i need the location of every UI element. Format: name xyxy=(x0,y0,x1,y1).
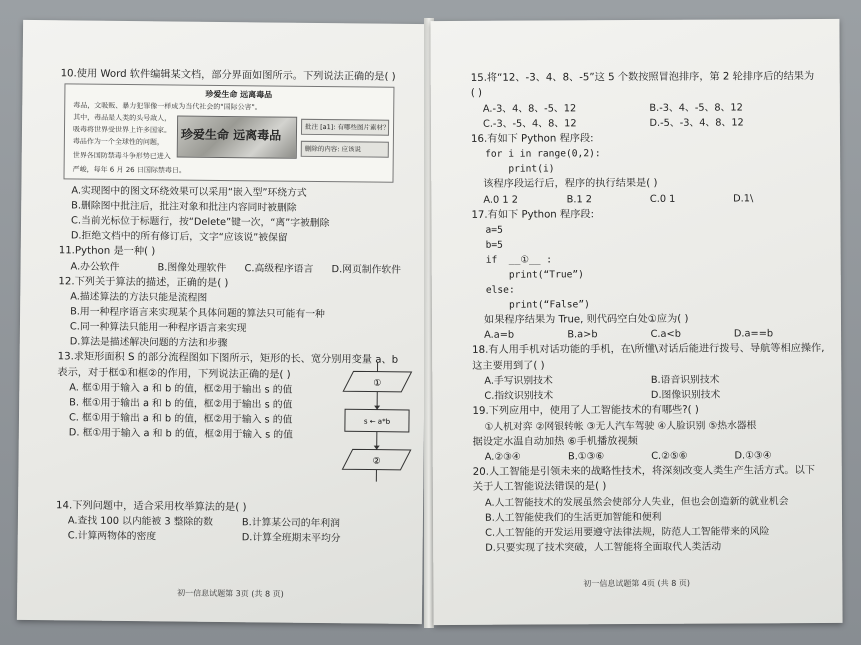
q11-stem: 11.Python 是一种( ) xyxy=(58,245,156,258)
q19-items-line2: 据设定水温自动加热 ⑥手机播放视频 xyxy=(472,435,638,448)
q20-stem-line2: 关于人工智能说法错误的是( ) xyxy=(472,481,607,494)
comment-balloon: 批注 [a1]: 有哪些图片素材？ xyxy=(301,119,389,136)
figure-line: 严峻，每年 6 月 26 日国际禁毒日。 xyxy=(72,165,186,176)
q12-stem: 12.下列关于算法的描述，正确的是( ) xyxy=(58,276,229,289)
q15-stem-line1: 15.将“12、-3、4、8、-5”这 5 个数按照冒泡排序，第 2 轮排序后的结果为 xyxy=(470,71,815,84)
flow-box1-label: ① xyxy=(373,378,382,389)
q17-code-line: else: xyxy=(485,284,515,296)
q16-options xyxy=(471,191,816,208)
q19-items-line1: ①人机对弈 ②网银转帐 ③无人汽车驾驶 ④人脸识别 ⑤热水器根 xyxy=(484,420,757,433)
q17-option-d: D.a==b xyxy=(733,328,774,340)
q20-stem-line1: 20.人工智能是引领未来的战略性技术，将深刻改变人类生产生活方式。以下 xyxy=(472,465,816,478)
q17-code-line: print(“False”) xyxy=(485,299,590,311)
q17-stem: 17.有如下 Python 程序段: xyxy=(471,208,595,221)
calligraphy-text: 珍爱生命 远离毒品 xyxy=(180,127,282,144)
page-4-footer: 初一信息试题第 4页 (共 8 页) xyxy=(583,578,690,589)
q15-option-c: C.-3、-5、4、8、12 xyxy=(482,118,577,130)
q20-option-c: C.人工智能的开发运用要遵守法律法规，防范人工智能带来的风险 xyxy=(485,526,770,539)
q18-options-row2 xyxy=(472,387,817,404)
q18-option-a: A.手写识别技术 xyxy=(484,375,553,388)
q15-stem-line2: ( ) xyxy=(470,88,483,100)
q12-option-b: B.用一种程序语言来实现某个具体问题的算法只可能有一种 xyxy=(70,306,325,321)
q11-option-d: D.网页制作软件 xyxy=(331,263,402,276)
figure-line: 其中，毒品是人类的头号敌人， xyxy=(73,113,172,123)
q20-option-b: B.人工智能使我们的生活更加智能和便利 xyxy=(484,511,662,524)
q15-option-a: A.-3、4、8、-5、12 xyxy=(482,103,577,115)
q14-option-c: C.计算两物体的密度 xyxy=(67,530,157,543)
q17-code-line: a=5 xyxy=(485,224,503,236)
deletion-balloon: 删除的内容: 应该说 xyxy=(301,141,389,158)
exam-page-3 xyxy=(17,20,428,624)
figure-line: 吸毒将世界受世界上许多国家。 xyxy=(72,125,172,135)
q13-stem-line1: 13.求矩形面积 S 的部分流程图如下图所示，矩形的长、宽分别用变量 a、b xyxy=(57,351,399,367)
q17-option-a: A.a=b xyxy=(484,330,515,342)
q10-stem: 10.使用 Word 软件编辑某文档，部分界面如图所示。下列说法正确的是( ) xyxy=(60,68,396,83)
q13-stem-line2: 表示，对于框①和框②的作用，下列说法正确的是( ) xyxy=(57,366,291,381)
q19-stem: 19.下列应用中，使用了人工智能技术的有哪些?( ) xyxy=(472,404,699,418)
q19-option-a: A.②③④ xyxy=(484,451,521,463)
q16-stem: 16.有如下 Python 程序段: xyxy=(471,133,594,145)
q14-option-a: A.查找 100 以内能被 3 整除的数 xyxy=(67,515,213,529)
flowchart xyxy=(336,361,417,492)
page-3-footer: 初一信息试题第 3页 (共 8 页) xyxy=(177,588,284,599)
q15-option-d: D.-5、-3、4、8、12 xyxy=(649,117,744,129)
q16-option-d: D.1\ xyxy=(733,193,754,205)
flow-process-label: s ← a*b xyxy=(363,417,391,426)
q11-option-b: B.图像处理软件 xyxy=(157,262,227,274)
q13-option-d: D. 框①用于输入 a 和 b 的值，框②用于输入 s 的值 xyxy=(68,427,293,441)
q13-option-c: C. 框①用于输出 a 和 b 的值，框②用于输入 s 的值 xyxy=(68,412,293,426)
q17-code-line: b=5 xyxy=(485,239,503,251)
q20-option-a: A.人工智能技术的发展虽然会使部分人失业，但也会创造新的就业机会 xyxy=(484,496,789,509)
q18-stem-line2: 这主要用到了( ) xyxy=(472,360,545,372)
q18-stem-line1: 18.有人用手机对话功能的手机，在\所懂\对话后能进行拨号、导航等相应操作, xyxy=(472,343,825,357)
word-screenshot-figure xyxy=(63,84,394,183)
flow-box2-label: ② xyxy=(372,456,381,467)
figure-line: 世界各国防禁毒斗争形势已进入 xyxy=(72,151,171,161)
q17-code-line: if __①__ : xyxy=(485,254,553,266)
figure-doc-title: 珍爱生命 远离毒品 xyxy=(205,90,273,100)
q14-option-d: D.计算全班期末平均分 xyxy=(241,532,341,545)
q19-option-c: C.②⑤⑥ xyxy=(651,450,688,462)
q14-option-b: B.计算某公司的年利润 xyxy=(241,517,340,530)
q17-option-c: C.a<b xyxy=(650,329,681,341)
q19-option-b: B.①③⑥ xyxy=(567,451,605,463)
page-3-content xyxy=(56,66,421,547)
q16-code-line: for i in range(0,2): xyxy=(485,148,601,161)
q10-option-a: A.实现图中的图文环绕效果可以采用“嵌入型”环绕方式 xyxy=(71,185,307,200)
q11-option-a: A.办公软件 xyxy=(70,261,120,273)
q15-options-row2 xyxy=(471,115,816,132)
q13-option-b: B. 框①用于输出 a 和 b 的值，框②用于输出 s 的值 xyxy=(69,397,293,411)
page-4-content xyxy=(470,69,825,556)
q14-options-row2 xyxy=(56,529,416,548)
q18-option-c: C.指纹识别技术 xyxy=(484,390,554,403)
q18-option-b: B.语音识别技术 xyxy=(650,374,720,387)
q17-code-line: print(“True”) xyxy=(485,269,584,281)
q20-option-d: D.只要实现了技术突破，人工智能将全面取代人类活动 xyxy=(485,541,722,554)
q12-option-a: A.描述算法的方法只能是流程图 xyxy=(70,291,208,305)
q17-stem2: 如果程序结果为 True, 则代码空白处①应为( ) xyxy=(483,313,689,326)
q17-option-b: B.a>b xyxy=(567,329,598,341)
q12-option-d: D.算法是描述解决问题的方法和步骤 xyxy=(69,336,228,350)
q10-option-d: D.拒绝文档中的所有修订后，文字“应该说”被保留 xyxy=(70,230,288,245)
q13-option-a: A. 框①用于输入 a 和 b 的值，框②用于输出 s 的值 xyxy=(69,382,293,396)
q18-option-d: D.图像识别技术 xyxy=(650,389,721,402)
exam-page-4 xyxy=(430,19,842,625)
q16-option-b: B.1 2 xyxy=(566,193,593,205)
figure-line: 毒品作为一个全球性的问题， xyxy=(72,137,164,147)
q14-stem: 14.下列问题中，适合采用枚举算法的是( ) xyxy=(56,500,247,514)
q16-stem2: 该程序段运行后，程序的执行结果是( ) xyxy=(483,178,658,191)
q16-code-line: print(i) xyxy=(485,163,555,176)
q16-option-c: C.0 1 xyxy=(649,193,676,205)
q16-option-a: A.0 1 2 xyxy=(483,194,518,206)
q13-block xyxy=(56,380,417,502)
q15-option-b: B.-3、4、-5、8、12 xyxy=(649,102,743,114)
q12-option-c: C.同一种算法只能用一种程序语言来实现 xyxy=(69,321,247,335)
q19-option-d: D.①③④ xyxy=(734,450,772,462)
q11-option-c: C.高级程序语言 xyxy=(244,263,314,275)
figure-line: 毒品，文吸贩、暴力犯罪像一样成为当代社会的"国际公害"。 xyxy=(73,101,262,112)
q10-option-b: B.删除图中批注后，批注对象和批注内容同时被删除 xyxy=(71,200,297,215)
q10-option-c: C.当前光标位于标题行，按“Delete”键一次，“离”字被删除 xyxy=(70,215,330,230)
